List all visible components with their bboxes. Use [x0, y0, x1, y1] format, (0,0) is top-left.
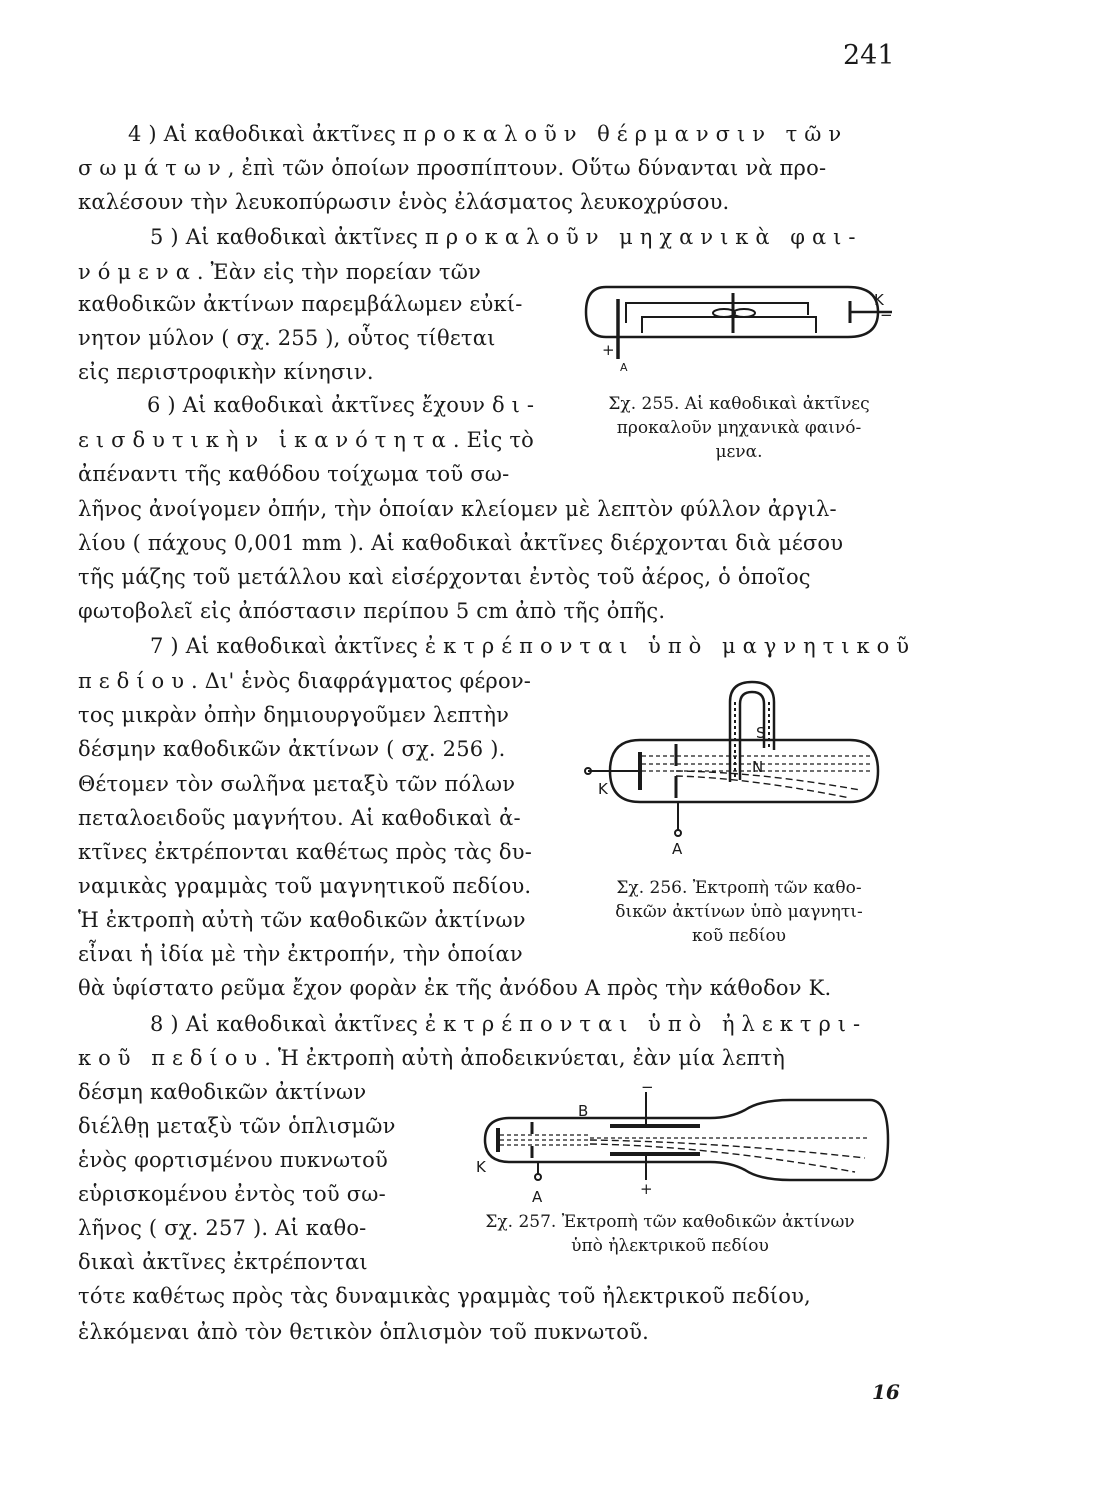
figure-256 [580, 672, 900, 862]
fig255-label-minus: − [880, 306, 893, 324]
caption-line: Σχ. 256. Ἐκτροπὴ τῶν καθο- [616, 878, 862, 898]
text-line [78, 428, 534, 452]
text-line [78, 1216, 366, 1240]
caption-line: Σχ. 255. Αἱ καθοδικαὶ ἀκτῖνες [608, 394, 870, 414]
text-span: . Εἰς τὸ [452, 428, 535, 452]
text-span: δέσμην καθοδικῶν ἀκτίνων ( σχ. 256 ). [78, 737, 506, 761]
text-line [78, 1148, 388, 1172]
text-line [78, 669, 531, 693]
text-line [78, 1080, 366, 1104]
text-span: 7 ) Αἱ καθοδικαὶ ἀκτῖνες [150, 634, 425, 658]
text-line [78, 462, 509, 486]
text-span: πεταλοειδοῦς μαγνήτου. Αἱ καθοδικαὶ ἀ- [78, 806, 521, 830]
caption-line: Σχ. 257. Ἐκτροπὴ τῶν καθοδικῶν ἀκτίνων [485, 1212, 855, 1232]
text-span: εἰς περιστροφικὴν κίνησιν. [78, 360, 374, 384]
text-line [78, 565, 811, 589]
figure-257 [470, 1080, 900, 1210]
fig257-label-plus: + [640, 1180, 653, 1198]
text-span: λῆνος ἀνοίγομεν ὀπήν, τὴν ὁποίαν κλείομεν μὲ λεπτὸν φύλλον ἀργιλ- [78, 497, 837, 521]
figure-255 [578, 275, 898, 385]
fig257-caption [440, 1210, 900, 1258]
text-line [78, 292, 523, 316]
spaced-emphasis: προκαλοῦν μηχανικὰ φαι- [424, 225, 863, 249]
spaced-emphasis: εισδυτικὴν ἱκανότητα [78, 428, 453, 452]
text-line [78, 156, 826, 180]
text-span: ἀπέναντι τῆς καθόδου τοίχωμα τοῦ σω- [78, 462, 510, 486]
text-span: . Ἐὰν εἰς τὴν πορείαν τῶν [196, 260, 482, 284]
signature-mark: 16 [872, 1380, 900, 1404]
text-line [78, 1182, 386, 1206]
text-line [78, 703, 509, 727]
spaced-emphasis: πεδίου [78, 669, 191, 693]
text-line [78, 874, 531, 898]
text-span: κτῖνες ἐκτρέπονται καθέτως πρὸς τὰς δυ- [78, 840, 532, 864]
text-line [78, 772, 515, 796]
text-span: ἑνὸς φορτισμένου πυκνωτοῦ [78, 1148, 388, 1172]
fig257-label-b: B [578, 1102, 589, 1120]
caption-line: προκαλοῦν μηχανικὰ φαινό- [616, 418, 862, 438]
caption-line: ὑπὸ ἠλεκτρικοῦ πεδίου [571, 1236, 769, 1256]
text-line [78, 190, 729, 214]
caption-line: δικῶν ἀκτίνων ὑπὸ μαγνητι- [615, 902, 863, 922]
text-span: 4 ) Αἱ καθοδικαὶ ἀκτῖνες [128, 122, 403, 146]
text-line [78, 497, 837, 521]
spaced-emphasis: σωμάτων [78, 156, 228, 180]
spaced-emphasis: νόμενα [78, 260, 197, 284]
text-line [128, 122, 848, 146]
text-span: τότε καθέτως πρὸς τὰς δυναμικὰς γραμμὰς τοῦ ἠλεκτρικοῦ πεδίου, [78, 1284, 811, 1308]
text-line [147, 393, 541, 417]
spaced-emphasis: ἐκτρέπονται ὑπὸ μαγνητικοῦ [424, 634, 917, 658]
text-line [78, 260, 481, 284]
text-span: 5 ) Αἱ καθοδικαὶ ἀκτῖνες [150, 225, 425, 249]
text-span: 8 ) Αἱ καθοδικαὶ ἀκτῖνες [150, 1012, 425, 1036]
text-line [150, 634, 916, 658]
fig256-label-a: A [672, 840, 683, 858]
text-span: ναμικὰς γραμμὰς τοῦ μαγνητικοῦ πεδίου. [78, 874, 532, 898]
fig256-caption [580, 876, 898, 948]
text-line [78, 976, 831, 1000]
text-span: διέλθῃ μεταξὺ τῶν ὁπλισμῶν [78, 1114, 396, 1138]
text-span: θὰ ὑφίστατο ρεῦμα ἔχον φορὰν ἐκ τῆς ἀνόδου Α πρὸς τὴν κάθοδον Κ. [78, 976, 832, 1000]
text-span: τος μικρὰν ὀπὴν δημιουργοῦμεν λεπτὴν [78, 703, 510, 727]
spaced-emphasis: ἐκτρέπονται ὑπὸ ἠλεκτρι- [424, 1012, 868, 1036]
text-span: τῆς μάζης τοῦ μετάλλου καὶ εἰσέρχονται ἐντὸς τοῦ ἀέρος, ὁ ὁποῖος [78, 565, 811, 589]
text-span: λῆνος ( σχ. 257 ). Αἱ καθο- [78, 1216, 367, 1240]
text-span: Ἡ ἐκτροπὴ αὐτὴ τῶν καθοδικῶν ἀκτίνων [78, 908, 526, 932]
caption-line: κοῦ πεδίου [691, 926, 787, 946]
text-line [78, 840, 532, 864]
spaced-emphasis: προκαλοῦν θέρμανσιν τῶν [402, 122, 849, 146]
text-span: λίου ( πάχους 0,001 mm ). Αἱ καθοδικαὶ ἀκτῖνες διέρχονται διὰ μέσου [78, 531, 844, 555]
spaced-emphasis: κοῦ πεδίου [78, 1046, 265, 1070]
fig257-label-k: K [476, 1158, 486, 1176]
text-span: 6 ) Αἱ καθοδικαὶ ἀκτῖνες ἔχουν [147, 393, 492, 417]
caption-line: μενα. [715, 442, 763, 462]
text-span: Θέτομεν τὸν σωλῆνα μεταξὺ τῶν πόλων [78, 772, 516, 796]
text-span: καλέσουν τὴν λευκοπύρωσιν ἑνὸς ἐλάσματος λευκοχρύσου. [78, 190, 730, 214]
fig255-caption [580, 392, 898, 464]
fig255-label-plus: + [602, 341, 615, 359]
fig255-label-a: A [620, 361, 628, 374]
text-span: καθοδικῶν ἀκτίνων παρεμβάλωμεν εὐκί- [78, 292, 523, 316]
fig257-label-a: A [532, 1188, 543, 1206]
text-line [78, 1250, 368, 1274]
text-span: δέσμη καθοδικῶν ἀκτίνων [78, 1080, 367, 1104]
text-span: εἶναι ἡ ἰδία μὲ τὴν ἐκτροπήν, τὴν ὁποίαν [78, 942, 523, 966]
text-span: , ἐπὶ τῶν ὁποίων προσπίπτουν. Οὕτω δύνανται νὰ προ- [227, 156, 827, 180]
fig256-label-n: N [752, 758, 764, 776]
text-line [78, 737, 505, 761]
text-line [78, 1320, 649, 1344]
text-span: φωτοβολεῖ εἰς ἀπόστασιν περίπου 5 cm ἀπὸ τῆς ὀπῆς. [78, 599, 666, 623]
fig255-label-k: K [874, 291, 884, 309]
text-line [78, 908, 526, 932]
page-number: 241 [843, 40, 895, 71]
text-line [78, 360, 374, 384]
text-line [78, 942, 523, 966]
fig256-label-k: K [598, 780, 608, 798]
text-span: ἑλκόμεναι ἀπὸ τὸν θετικὸν ὁπλισμὸν τοῦ πυκνωτοῦ. [78, 1320, 649, 1344]
text-span: . Δι' ἑνὸς διαφράγματος φέρον- [190, 669, 532, 693]
text-line [78, 1284, 811, 1308]
text-span: δικαὶ ἀκτῖνες ἐκτρέπονται [78, 1250, 368, 1274]
text-span: νητον μύλον ( σχ. 255 ), οὗτος τίθεται [78, 326, 496, 350]
text-line [78, 806, 521, 830]
text-line [150, 225, 863, 249]
text-line [78, 531, 843, 555]
spaced-emphasis: δι- [491, 393, 541, 417]
fig257-label-minus: − [641, 1080, 654, 1096]
text-line [150, 1012, 867, 1036]
text-span: . Ἡ ἐκτροπὴ αὐτὴ ἀποδεικνύεται, ἐὰν μία λεπτὴ [264, 1046, 786, 1070]
text-line [78, 326, 496, 350]
text-line [78, 1114, 396, 1138]
text-line [78, 599, 665, 623]
fig256-label-s: S [756, 724, 766, 742]
text-span: εὑρισκομένου ἐντὸς τοῦ σω- [78, 1182, 386, 1206]
text-line [78, 1046, 785, 1070]
